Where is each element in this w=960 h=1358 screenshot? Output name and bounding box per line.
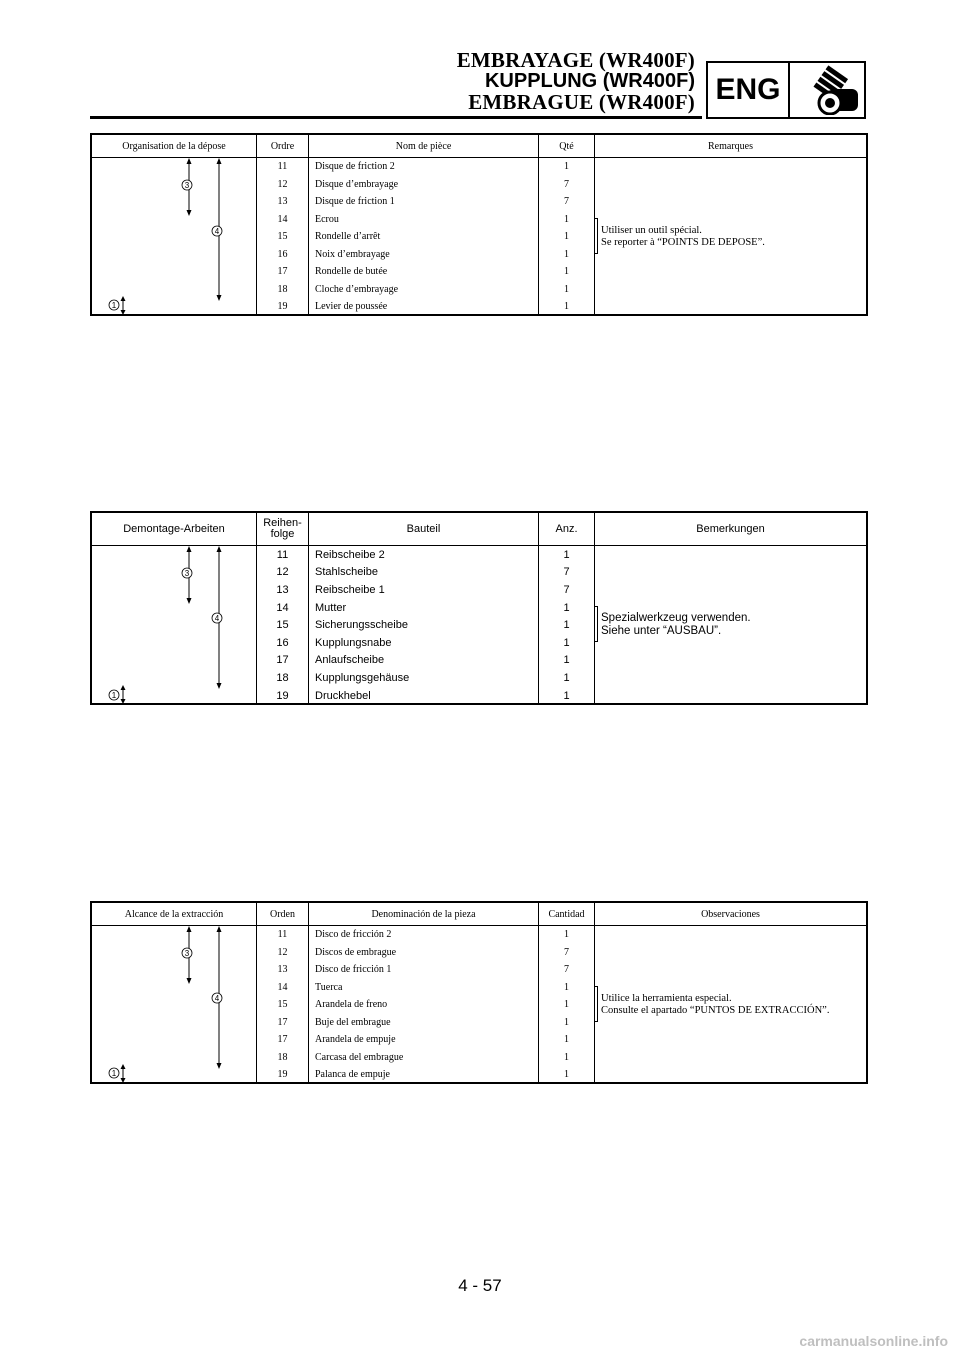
removal-table-french — [90, 133, 868, 316]
procedure-arrows — [92, 546, 257, 704]
quantity-cell: 1 — [564, 213, 569, 225]
quantity-cell: 1 — [563, 636, 570, 649]
section-badge-label: ENG — [708, 63, 790, 117]
part-name-cell: Druckhebel — [315, 689, 371, 702]
part-name-cell: Ecrou — [315, 213, 339, 225]
watermark: carmanualsonline.info — [799, 1333, 948, 1349]
order-cell: 13 — [276, 583, 289, 596]
remark-text — [595, 612, 751, 638]
quantity-cell: 1 — [564, 161, 569, 173]
engine-cylinder-icon — [790, 63, 864, 117]
table-header — [92, 135, 866, 158]
part-name-cell: Disco de fricción 2 — [315, 929, 392, 941]
quantity-cell: 1 — [564, 929, 569, 941]
section-badge — [706, 61, 866, 119]
order-cell: 12 — [276, 566, 289, 579]
remark-text — [595, 225, 765, 249]
quantity-cell: 1 — [564, 248, 569, 260]
header-order: Orden — [257, 903, 309, 925]
quantity-cell: 7 — [564, 946, 569, 958]
order-cell: 18 — [276, 671, 289, 684]
order-column — [257, 926, 309, 1083]
header-remarks: Remarques — [708, 140, 753, 152]
quantity-cell: 1 — [564, 999, 569, 1011]
part-name-cell: Palanca de empuje — [315, 1069, 390, 1081]
quantity-cell: 7 — [564, 196, 569, 208]
quantity-column — [539, 926, 595, 1083]
part-name-cell: Stahlscheibe — [315, 566, 378, 579]
part-name-cell: Reibscheibe 1 — [315, 583, 385, 596]
quantity-cell: 1 — [563, 548, 570, 561]
quantity-cell: 7 — [564, 964, 569, 976]
order-cell: 17 — [276, 654, 289, 667]
part-name-cell: Levier de poussée — [315, 301, 388, 313]
quantity-column — [539, 158, 595, 315]
part-name-cell: Mutter — [315, 601, 347, 614]
marker-1: 1 — [111, 301, 117, 310]
header-quantity: Anz. — [539, 513, 595, 545]
quantity-cell: 1 — [563, 689, 570, 702]
part-name-cell: Disque de friction 1 — [315, 196, 395, 208]
page-number: 4 - 57 — [458, 1276, 502, 1295]
quantity-cell: 1 — [563, 601, 570, 614]
header-remarks: Bemerkungen — [696, 522, 765, 535]
procedure-arrows — [92, 926, 257, 1083]
quantity-cell: 1 — [564, 301, 569, 313]
order-cell: 17 — [277, 1016, 288, 1028]
header-remarks: Observaciones — [701, 908, 760, 920]
header-part-name: Denominación de la pieza — [309, 903, 539, 925]
table-header — [92, 903, 866, 926]
order-cell: 15 — [277, 231, 288, 243]
page-title-block — [457, 50, 695, 113]
marker-3: 3 — [184, 181, 190, 190]
remark-line-2: Siehe unter “AUSBAU”. — [601, 625, 722, 637]
header-part-name: Nom de pièce — [309, 135, 539, 157]
remarks-column — [595, 926, 866, 1083]
part-name-cell: Arandela de empuje — [315, 1034, 396, 1046]
quantity-cell: 1 — [563, 654, 570, 667]
part-name-column — [309, 926, 539, 1083]
order-cell: 16 — [277, 248, 288, 260]
part-name-cell: Kupplungsnabe — [315, 636, 392, 649]
table-header — [92, 513, 866, 546]
quantity-cell: 1 — [564, 1069, 569, 1081]
marker-4: 4 — [214, 994, 220, 1003]
header-removal-step: Alcance de la extracción — [92, 903, 257, 925]
order-cell: 11 — [277, 161, 288, 173]
quantity-cell: 1 — [564, 1016, 569, 1028]
header-order-line-1: Reihen- — [263, 517, 302, 529]
procedure-arrows — [92, 158, 257, 315]
header-quantity: Cantidad — [539, 903, 595, 925]
order-cell: 19 — [277, 301, 288, 313]
order-column — [257, 158, 309, 315]
order-cell: 14 — [276, 601, 289, 614]
part-name-cell: Carcasa del embrague — [315, 1051, 404, 1063]
marker-4: 4 — [214, 614, 220, 623]
part-name-cell: Reibscheibe 2 — [315, 548, 385, 561]
part-name-cell: Rondelle de butée — [315, 266, 388, 278]
title-spanish: EMBRAGUE (WR400F) — [468, 90, 695, 114]
quantity-cell: 1 — [563, 619, 570, 632]
marker-1: 1 — [111, 1069, 117, 1078]
part-name-cell: Kupplungsgehäuse — [315, 671, 410, 684]
remark-line-1: Utilice la herramienta especial. — [601, 993, 732, 1004]
marker-1: 1 — [111, 691, 117, 700]
remarks-column — [595, 546, 866, 704]
removal-table-spanish — [90, 901, 868, 1084]
remarks-column — [595, 158, 866, 315]
part-name-column — [309, 158, 539, 315]
remark-line-2: Se reporter à “POINTS DE DEPOSE”. — [601, 237, 765, 248]
title-french: EMBRAYAGE (WR400F) — [456, 48, 695, 72]
order-cell: 15 — [277, 999, 288, 1011]
part-name-cell: Rondelle d’arrêt — [315, 231, 381, 243]
quantity-cell: 1 — [564, 1034, 569, 1046]
part-name-cell: Disque de friction 2 — [315, 161, 395, 173]
quantity-cell: 7 — [563, 566, 570, 579]
order-cell: 11 — [276, 548, 289, 561]
part-name-cell: Tuerca — [315, 981, 343, 993]
part-name-cell: Cloche d’embrayage — [315, 283, 399, 295]
order-cell: 12 — [277, 946, 288, 958]
quantity-cell: 1 — [564, 266, 569, 278]
quantity-cell: 1 — [564, 283, 569, 295]
removal-table-german — [90, 511, 868, 705]
order-cell: 14 — [277, 981, 288, 993]
quantity-cell: 1 — [563, 671, 570, 684]
order-cell: 18 — [277, 283, 288, 295]
order-cell: 18 — [277, 1051, 288, 1063]
order-cell: 13 — [277, 196, 288, 208]
order-cell: 15 — [276, 619, 289, 632]
order-cell: 17 — [277, 266, 288, 278]
marker-3: 3 — [184, 949, 190, 958]
quantity-cell: 1 — [564, 981, 569, 993]
part-name-cell: Sicherungsscheibe — [315, 619, 408, 632]
remark-line-2: Consulte el apartado “PUNTOS DE EXTRACCIÓN”. — [601, 1005, 830, 1016]
header-quantity: Qté — [539, 135, 595, 157]
order-cell: 12 — [277, 178, 288, 190]
remark-text — [595, 993, 829, 1017]
order-cell: 14 — [277, 213, 288, 225]
title-underline — [90, 116, 702, 119]
header-order — [257, 513, 309, 545]
order-cell: 19 — [277, 1069, 288, 1081]
quantity-cell: 7 — [563, 583, 570, 596]
order-cell: 19 — [276, 689, 289, 702]
part-name-cell: Disco de fricción 1 — [315, 964, 392, 976]
part-name-cell: Discos de embrague — [315, 946, 397, 958]
order-cell: 11 — [277, 929, 288, 941]
part-name-cell: Noix d’embrayage — [315, 248, 390, 260]
header-part-name: Bauteil — [309, 513, 539, 545]
part-name-cell: Disque d’embrayage — [315, 178, 399, 190]
remark-line-1: Utiliser un outil spécial. — [601, 225, 702, 236]
remark-line-1: Spezialwerkzeug verwenden. — [601, 612, 751, 624]
header-removal-step: Demontage-Arbeiten — [92, 513, 257, 545]
marker-3: 3 — [184, 569, 190, 578]
header-order-line-2: folge — [270, 528, 295, 540]
quantity-cell: 7 — [564, 178, 569, 190]
order-cell: 13 — [277, 964, 288, 976]
part-name-cell: Arandela de freno — [315, 999, 388, 1011]
marker-4: 4 — [214, 227, 220, 236]
order-column — [257, 546, 309, 704]
header-order: Ordre — [257, 135, 309, 157]
part-name-column — [309, 546, 539, 704]
order-cell: 16 — [276, 636, 289, 649]
part-name-cell: Buje del embrague — [315, 1016, 391, 1028]
quantity-cell: 1 — [564, 1051, 569, 1063]
header-removal-step: Organisation de la dépose — [92, 135, 257, 157]
quantity-cell: 1 — [564, 231, 569, 243]
part-name-cell: Anlaufscheibe — [315, 654, 385, 667]
order-cell: 17 — [277, 1034, 288, 1046]
quantity-column — [539, 546, 595, 704]
title-german: KUPPLUNG (WR400F) — [484, 70, 695, 92]
